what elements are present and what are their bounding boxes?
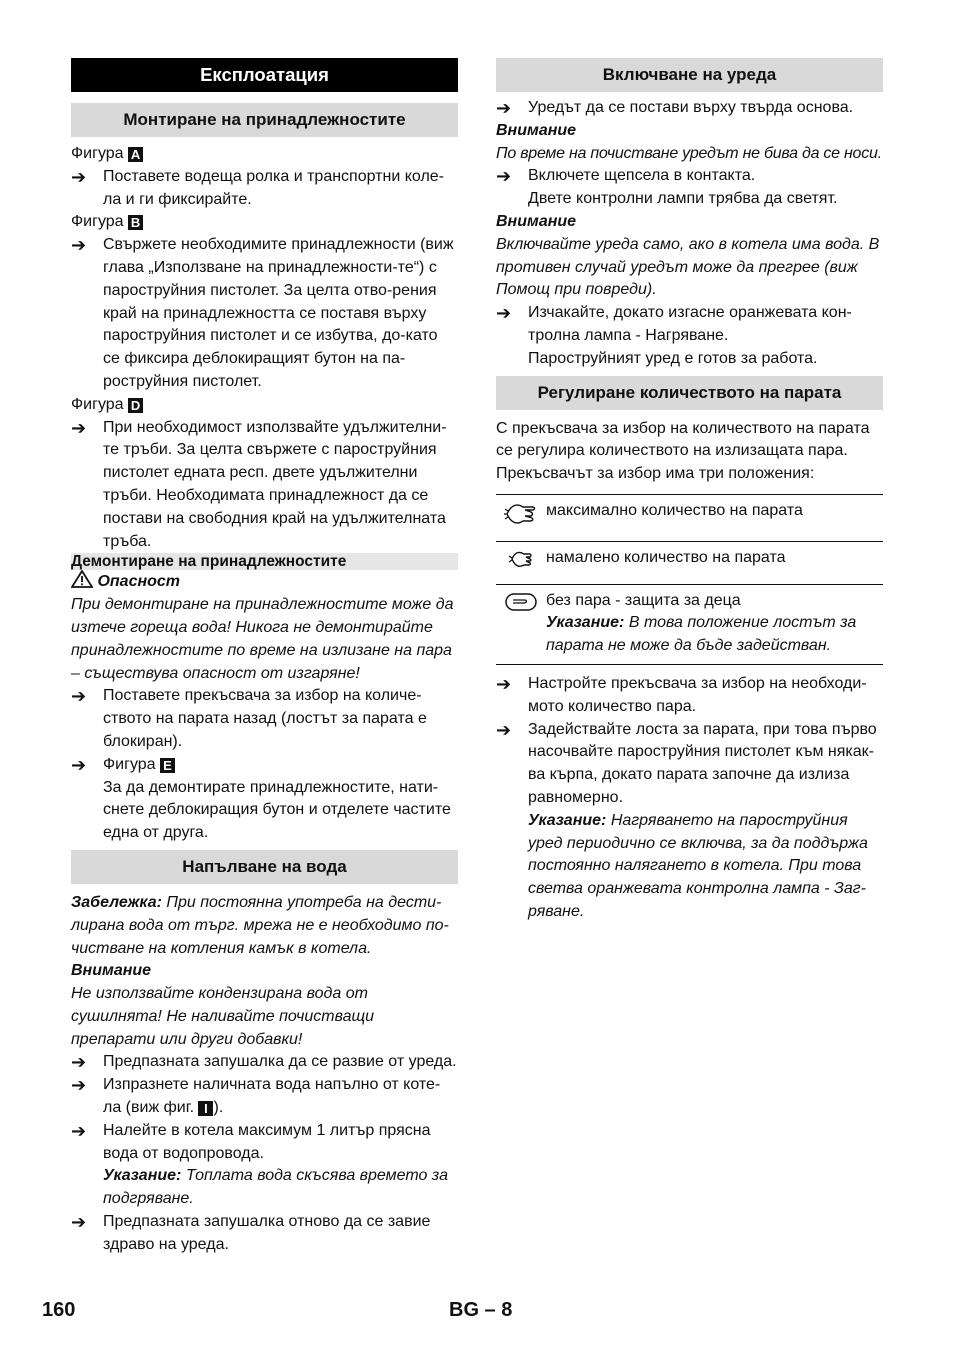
step-trigger-lever: ➔ Задействайте лоста за парата, при това първо насочвайте пароструйния пистолет към някак-ва кърпа, докато парата започне да излиза равномерно.	[496, 719, 877, 806]
arrow-right-icon: ➔	[71, 417, 87, 438]
arrow-right-icon: ➔	[71, 1075, 87, 1096]
step-empty-boiler: ➔ Изпразнете наличната вода напълно от коте-ла (виж фиг. I ).	[71, 1075, 441, 1117]
section-heading-operation: Експлоатация	[71, 58, 458, 92]
attention-label: Внимание	[71, 962, 152, 980]
attention-text-1: По време на почистване уредът не бива да се носи.	[496, 144, 882, 162]
step-figure-d: ➔ При необходимост използвайте удължителни-те тръби. За целта свържете с пароструйния пистолет едната респ. двете удължителни тръби. Необходимата принадлежност да се постави на свободния край на удължителната тръба.	[71, 417, 447, 550]
arrow-right-icon: ➔	[496, 303, 512, 324]
reduced-steam-text: намалено количество на парата	[546, 548, 786, 566]
note-paragraph: Забележка: При постоянна употреба на дести-лирана вода от търг. мрежа не е необходимо по-чистване на котления камък в котела.	[71, 893, 449, 957]
attention-label-2: Внимание	[496, 212, 577, 230]
max-steam-icon	[503, 501, 539, 527]
plug-follow-text: Двете контролни лампи трябва да светят.	[528, 190, 838, 208]
figure-d-badge: D	[128, 398, 143, 413]
no-steam-text: без пара - защита за деца	[546, 591, 741, 609]
table-row	[496, 541, 883, 584]
heading-fill-water: Напълване на вода	[71, 850, 458, 884]
steam-intro: С прекъсвача за избор на количеството на парата се регулира количеството на излизащата пара. Прекъсвачът за избор има три положения:	[496, 419, 870, 483]
page-number: 160	[42, 1299, 76, 1321]
table-row	[496, 494, 883, 541]
figure-e-badge: E	[160, 758, 175, 773]
step-fill-boiler: ➔ Налейте в котела максимум 1 литър прясна вода от водопровода.	[71, 1120, 431, 1162]
arrow-right-icon: ➔	[71, 1052, 87, 1073]
max-steam-text: максимално количество на парата	[546, 501, 803, 519]
figure-a-label: Фигура A	[71, 143, 458, 166]
figure-e-text: За да демонтирате принадлежностите, нати-снете деблокиращия бутон и отделете частите една от друга.	[103, 778, 451, 842]
arrow-right-icon: ➔	[496, 673, 512, 694]
arrow-right-icon: ➔	[71, 1120, 87, 1141]
table-row	[496, 584, 883, 664]
attention-text-2: Включвайте уреда само, ако в котела има вода. В противен случай уредът може да прегрее (виж Помощ при повреди).	[496, 235, 880, 299]
step-wait-lamp: ➔ Изчакайте, докато изгасне оранжевата кон-тролна лампа - Нагряване.	[496, 303, 852, 344]
step-plug-in: ➔ Включете щепсела в контакта.	[496, 166, 756, 187]
arrow-right-icon: ➔	[71, 754, 87, 775]
hint-fill: Указание: Топлата вода скъсява времето за подгряване.	[103, 1167, 448, 1208]
left-column	[71, 58, 458, 1257]
warning-triangle-icon	[71, 570, 93, 588]
step-unscrew-cap: ➔ Предпазната запушалка да се развие от уреда.	[71, 1052, 457, 1073]
step-place-device: ➔ Уредът да се постави върху твърда основа.	[496, 98, 854, 118]
arrow-right-icon: ➔	[71, 1212, 87, 1233]
danger-label: Опасност	[71, 570, 458, 594]
heading-mount-accessories: Монтиране на принадлежностите	[71, 103, 458, 137]
hint-heating: Указание: Нагряването на пароструйния уред периодично се включва, за да поддържа постоянно налягането в котела. При това светва оранжевата контролна лампа - Заг-ряване.	[528, 811, 868, 920]
reduced-steam-icon	[506, 548, 536, 570]
arrow-right-icon: ➔	[71, 235, 87, 256]
step-set-switch: ➔ Настройте прекъсвача за избор на необходи-мото количество пара.	[496, 673, 867, 715]
arrow-right-icon: ➔	[496, 98, 512, 118]
wait-follow-text: Пароструйният уред е готов за работа.	[528, 349, 818, 367]
arrow-right-icon: ➔	[71, 686, 87, 707]
step-figure-e: ➔ Фигура E	[71, 754, 458, 777]
figure-a-badge: A	[128, 147, 143, 162]
right-column	[496, 58, 883, 924]
arrow-right-icon: ➔	[496, 166, 512, 187]
arrow-right-icon: ➔	[496, 719, 512, 740]
step-figure-b: ➔ Свържете необходимите принадлежности (виж глава „Използване на принадлежности-те“) с пароструйния пистолет. За целта отво-рения край на принадлежността се поставя върху пароструйния пистолет и се избутва, до-като се фиксира деблокиращият бутон на па-роструйния пистолет.	[71, 235, 454, 390]
step-figure-a: ➔ Поставете водеща ролка и транспортни коле-ла и ги фиксирайте.	[71, 166, 444, 208]
heading-switch-on: Включване на уреда	[496, 58, 883, 92]
danger-text: При демонтиране на принадлежностите може да изтече гореща вода! Никога не демонтирайте принадлежностите по време на излизане на пара – съществува опасност от изгаряне!	[71, 596, 454, 682]
step-screw-cap: ➔ Предпазната запушалка отново да се завие здраво на уреда.	[71, 1212, 431, 1253]
no-steam-icon	[503, 591, 539, 613]
step-lever-back: ➔ Поставете прекъсвача за избор на количе-ството на парата назад (лостът за парата е блокиран).	[71, 686, 427, 750]
figure-d-label: Фигура D	[71, 394, 458, 417]
arrow-right-icon: ➔	[71, 166, 87, 187]
steam-settings-table	[496, 494, 883, 665]
figure-b-label: Фигура B	[71, 211, 458, 234]
attention-text: Не използвайте кондензирана вода от сушилнята! Не наливайте почистващи препарати или други добавки!	[71, 985, 375, 1048]
heading-steam-amount: Регулиране количеството на парата	[496, 376, 883, 410]
attention-label-1: Внимание	[496, 121, 577, 139]
heading-dismount-accessories: Демонтиране на принадлежностите	[71, 553, 458, 570]
no-steam-hint-text: В това положение лостът за парата не може да бъде задействан.	[546, 614, 857, 655]
section-code: BG – 8	[449, 1299, 513, 1321]
figure-b-badge: B	[128, 215, 143, 230]
no-steam-hint-label: Указание:	[546, 614, 625, 632]
figure-i-badge: I	[198, 1101, 213, 1116]
